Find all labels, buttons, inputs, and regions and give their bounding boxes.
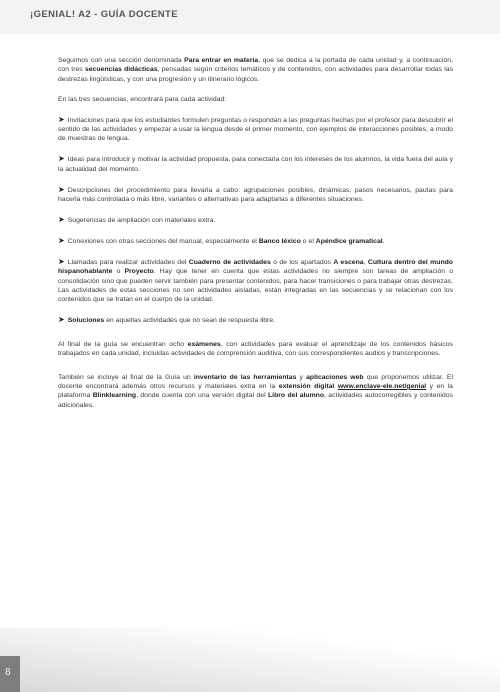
bold-term: Cuaderno de actividades [188,258,271,266]
text-run: Al final de la guía se encuentran ocho [58,340,188,348]
arrowhead-bullet-icon: ➤ [58,114,65,124]
bold-term: extensión digital [278,382,335,390]
bold-term: Apéndice gramatical [315,237,383,245]
sequences-intro: En las tres secuencias, encontrará para cada actividad: [58,95,227,103]
bold-term: Blinklearning [92,392,137,400]
bullet-text: Sugerencias de ampliación con materiales extra. [67,216,216,224]
bullet-item [58,257,453,305]
bold-term: Soluciones [67,317,105,325]
arrowhead-bullet-icon: ➤ [58,184,65,194]
text-run: Conexiones con otras secciones del manual, especialmente el [67,237,259,245]
text-run: en aquellas actividades que no sean de respuesta libre. [104,317,276,325]
footer-gradient [0,628,500,692]
bullet-text: Ideas para introducir y motivar la actividad propuesta, para conectarla con los intereses de los alumnos, la vida fuera del aula y la actualidad del momento. [58,156,453,173]
bold-term: exámenes [187,340,221,348]
text-run: Seguimos con una sección denominada [58,57,185,64]
arrowhead-bullet-icon: ➤ [58,154,65,164]
text-run: o de los apartados [270,258,334,266]
text-run: , con actividades para evaluar el aprendizaje de los contenidos básicos trabajados en cada unidad, incluidas actividades de comprensión auditiva, con sus correspondientes audios y transcripciones. [58,340,453,358]
bullet-item [58,315,453,325]
arrowhead-bullet-icon: ➤ [58,214,65,224]
exams-paragraph [58,340,453,359]
bold-term: A escena [333,258,364,266]
page-body [58,56,453,421]
extension-link[interactable]: www.enclave-ele.net/genial [337,382,427,390]
bold-term: Libro del alumno [267,392,325,400]
bullet-item [58,215,453,225]
running-header-title: ¡GENIAL! A2 - GUÍA DOCENTE [30,9,178,20]
text-run: También se incluye al final de la Guía un [58,373,194,381]
resources-paragraph [58,373,453,411]
page-number-tab [0,656,20,692]
bullet-item [58,154,453,174]
bold-term: secuencias didácticas [84,66,158,74]
arrowhead-bullet-icon: ➤ [58,315,65,325]
bullet-text: Descripciones del procedimiento para llevarla a cabo: agrupaciones posibles, dinámicas, pasos necesarios, pautas para hacerla más controlada o más libre, variantes o alternativas para adaptarlas a diferentes situaciones. [58,186,453,204]
arrowhead-bullet-icon: ➤ [58,235,65,245]
text-run: y en la plataforma [58,382,453,400]
page-number: 8 [5,668,11,678]
text-run: o [112,268,125,276]
text-run: o el [300,237,316,245]
bullet-text: Invitaciones para que los estudiantes formulen preguntas o respondan a las preguntas hechas por el profesor para descubrir el sentido de las actividades y empezar a usar la lengua desde el primer momento, con ejemplos de interacciones posibles, a modo de muestras de lengua. [58,116,453,143]
bold-term: inventario de las herramientas [193,373,297,381]
text-run: y [296,373,307,381]
bold-term: Para entrar en materia [184,57,259,64]
bullet-item [58,236,453,246]
text-run: . Hay que tener en cuenta que estas actividades no siempre son tareas de ampliación o consolidación sino que pueden servir también para presentar contenidos, para hacer transiciones o para trabajar otras destrezas. Las actividades de estas secciones no son actividades aisladas, están integradas en las secuencias y se relacionan con los contenidos que se tratan en el cuerpo de la unidad. [58,268,453,304]
arrowhead-bullet-icon: ➤ [58,256,65,266]
intro-paragraph [58,56,453,84]
bullet-item [58,185,453,205]
bullet-item [58,115,453,144]
text-run: , pensadas según criterios temáticos y de contenidos, con actividades para desarrollar todas las destrezas lingüísticas, y con una progresión y un itinerario lógicos. [58,66,454,83]
text-run: , actividades autocorregibles y contenidos adicionales. [58,392,453,409]
text-run: , [363,258,368,266]
text-run: Llamadas para realizar actividades del [67,258,189,266]
bold-term: Proyecto [124,268,154,276]
header-band [0,0,500,34]
bold-term: aplicaciones web [306,373,364,381]
bold-term: Banco léxico [258,237,301,245]
text-run: . [382,237,385,245]
text-run: que proponemos utilizar. El docente encontrará además otros recursos y materiales extra en la [58,373,453,390]
bold-term: Cultura dentro del mundo hispanohablante [58,258,453,276]
text-run: , que se dedica a la portada de cada unidad y, a continuación, con tres [58,57,453,74]
text-run: , donde cuenta con una versión digital del [136,392,268,400]
